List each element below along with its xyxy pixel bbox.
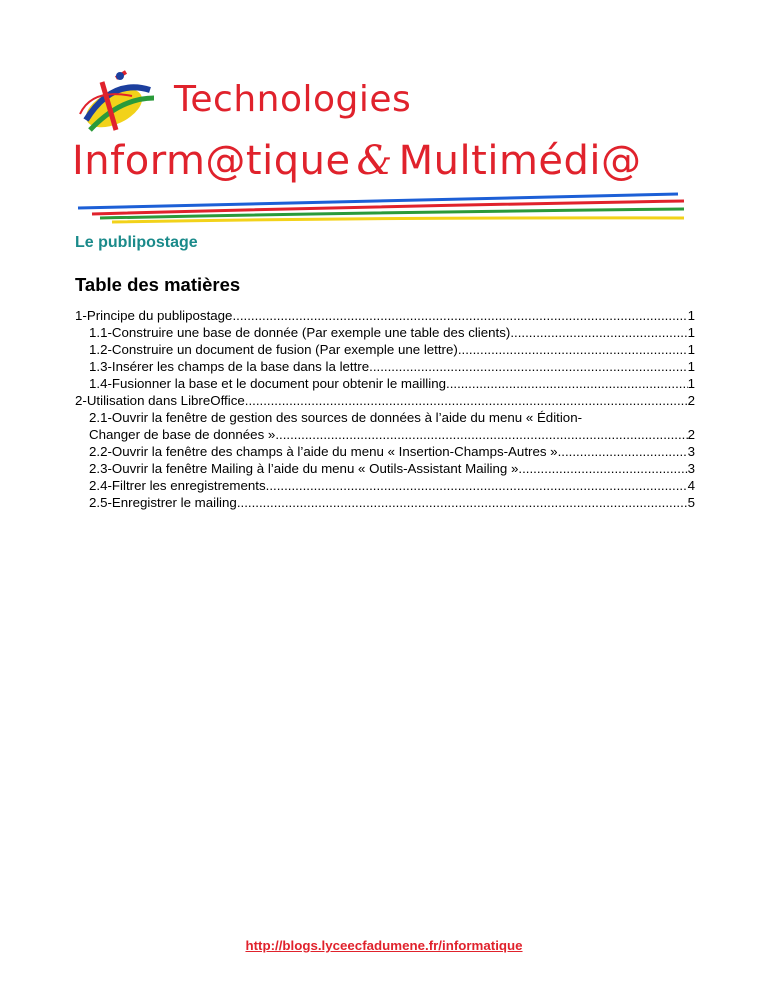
brand-line-2b: Multimédi@: [398, 138, 642, 184]
toc-entry-text: 2.4-Filtrer les enregistrements: [89, 478, 266, 493]
brand-amp: &: [356, 138, 393, 184]
toc-entry-page: 4: [687, 478, 695, 493]
toc-entry-page: 1: [687, 325, 695, 340]
toc-leader: [245, 392, 688, 409]
toc-leader: [510, 324, 687, 341]
toc-entry[interactable]: [75, 341, 695, 358]
toc-entry[interactable]: [75, 392, 695, 409]
toc-leader: [232, 307, 687, 324]
toc-entry-text: 1.3-Insérer les champs de la base dans la lettre: [89, 359, 370, 374]
toc-leader: [369, 358, 687, 375]
toc-entry[interactable]: [75, 324, 695, 341]
toc-leader: [558, 443, 688, 460]
toc-leader: [275, 426, 687, 443]
toc-entry[interactable]: [75, 307, 695, 324]
toc-entry-text: 1.4-Fusionner la base et le document pour obtenir le mailling: [89, 376, 447, 391]
toc-entry-text: 1-Principe du publipostage: [75, 308, 233, 323]
toc-entry[interactable]: [75, 426, 695, 443]
page-title: Le publipostage: [75, 234, 198, 251]
toc-entry-page: 2: [687, 427, 695, 442]
toc-entry-text: 2.3-Ouvrir la fenêtre Mailing à l’aide du menu « Outils-Assistant Mailing »: [89, 461, 519, 476]
brand-line-2a: Inform@tique: [72, 138, 351, 184]
toc-entry-page: 1: [687, 376, 695, 391]
toc-entry-page: 1: [687, 359, 695, 374]
toc-leader: [237, 494, 688, 511]
toc-entry-text: 1.2-Construire un document de fusion (Par exemple une lettre): [89, 342, 458, 357]
brand-line-2: [72, 138, 642, 184]
toc-entry-text: 2.5-Enregistrer le mailing: [89, 495, 237, 510]
toc-entry-text: Changer de base de données »: [89, 427, 276, 442]
toc-heading: Table des matières: [75, 274, 241, 295]
toc-entry-page: 2: [687, 393, 695, 408]
toc-entry[interactable]: [75, 494, 695, 511]
toc-leader: [446, 375, 688, 392]
toc-entry-text: 1.1-Construire une base de donnée (Par exemple une table des clients): [89, 325, 511, 340]
brand-line-1: Technologies: [174, 79, 412, 120]
toc-entry-page: 3: [687, 461, 695, 476]
toc-leader: [266, 477, 688, 494]
toc-entry-text: 2.2-Ouvrir la fenêtre des champs à l’aide du menu « Insertion-Champs-Autres »: [89, 444, 558, 459]
toc-entry-page: 5: [687, 495, 695, 510]
toc-leader: [518, 460, 687, 477]
toc-entry-page: 3: [687, 444, 695, 459]
table-of-contents: [75, 307, 695, 511]
toc-entry-page: 1: [687, 308, 695, 323]
toc-entry-wrapped-line[interactable]: 2.1-Ouvrir la fenêtre de gestion des sources de données à l’aide du menu « Édition-: [89, 410, 583, 425]
toc-entry-text: 2-Utilisation dans LibreOffice: [75, 393, 245, 408]
toc-entry[interactable]: [75, 375, 695, 392]
logo: [72, 68, 692, 228]
toc-leader: [458, 341, 688, 358]
toc-entry[interactable]: [75, 358, 695, 375]
toc-entry[interactable]: [75, 460, 695, 477]
toc-entry[interactable]: [75, 477, 695, 494]
footer-link[interactable]: http://blogs.lyceecfadumene.fr/informatique: [245, 938, 523, 953]
toc-entry-page: 1: [687, 342, 695, 357]
toc-entry[interactable]: [75, 443, 695, 460]
